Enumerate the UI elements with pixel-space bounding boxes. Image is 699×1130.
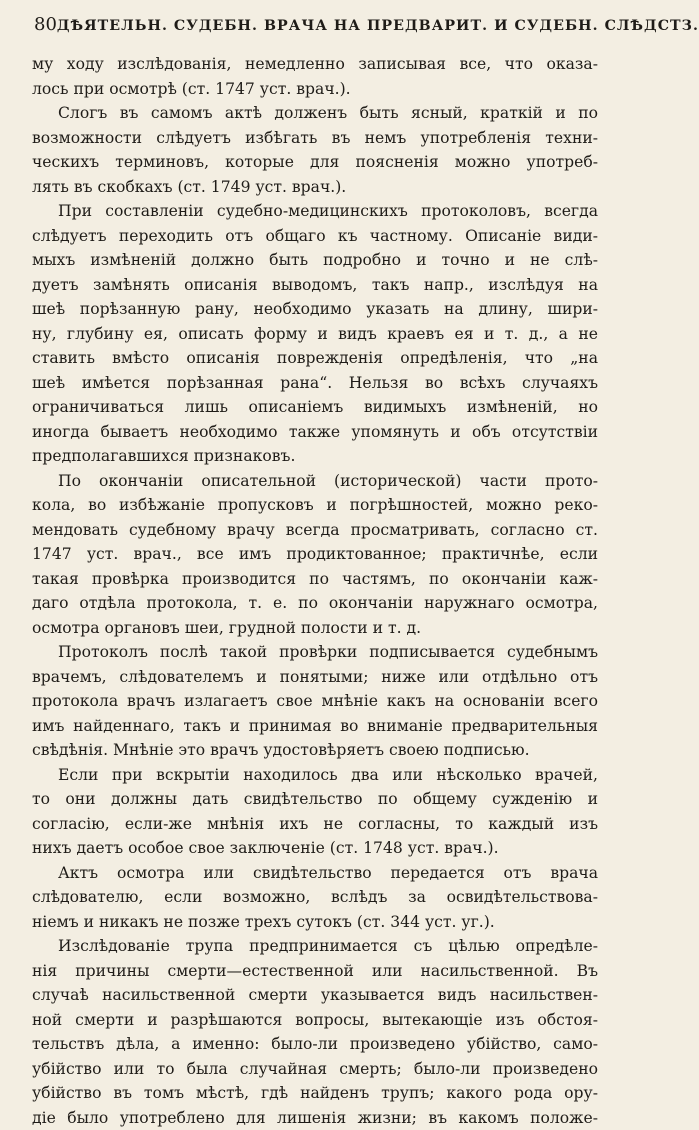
text-line: му ходу изслѣдованія, немедленно записывая все, что оказа- [32,52,598,77]
text-line: мыхъ измѣненій должно быть подробно и точно и не слѣ- [32,248,598,273]
text-line: По окончаніи описательной (исторической) части прото- [32,469,598,494]
text-line: даго отдѣла протокола, т. е. по окончаніи наружнаго осмотра, [32,591,598,616]
page-number: 80 [34,14,57,35]
text-line: ной смерти и разрѣшаются вопросы, вытекающіе изъ обстоя- [32,1008,598,1033]
text-line: 1747 уст. врач., все имъ продиктованное; практичнѣе, если [32,542,598,567]
text-line: Если при вскрытіи находилось два или нѣсколько врачей, [32,763,598,788]
text-line: Актъ осмотра или свидѣтельство передается отъ врача [32,861,598,886]
text-line: слѣдователю, если возможно, вслѣдъ за освидѣтельствова- [32,885,598,910]
text-line: нія причины смерти—естественной или насильственной. Въ [32,959,598,984]
text-line: врачемъ, слѣдователемъ и понятыми; ниже или отдѣльно отъ [32,665,598,690]
text-line: свѣдѣнія. Мнѣніе это врачъ удостовѣряетъ своею подписью. [32,738,598,763]
text-line: иногда бываетъ необходимо также упомянуть и объ отсутствіи [32,420,598,445]
text-line: случаѣ насильственной смерти указывается видъ насильствен- [32,983,598,1008]
text-line: согласію, если-же мнѣнія ихъ не согласны, то каждый изъ [32,812,598,837]
text-line: имъ найденнаго, такъ и принимая во вниманіе предварительныя [32,714,598,739]
text-line: дуетъ замѣнять описанія выводомъ, такъ напр., изслѣдуя на [32,273,598,298]
text-line: осмотра органовъ шеи, грудной полости и т. д. [32,616,598,641]
text-line: нихъ даетъ особое свое заключеніе (ст. 1748 уст. врач.). [32,836,598,861]
text-line: такая провѣрка производится по частямъ, по окончаніи каж- [32,567,598,592]
text-line: Изслѣдованіе трупа предпринимается съ цѣлью опредѣле- [32,934,598,959]
text-line: то они должны дать свидѣтельство по общему сужденію и [32,787,598,812]
page-header [34,14,594,38]
text-line: Слогъ въ самомъ актѣ долженъ быть ясный, краткій и по [32,101,598,126]
text-line: ніемъ и никакъ не позже трехъ сутокъ (ст. 344 уст. уг.). [32,910,598,935]
text-line: ну, глубину ея, описать форму и видъ краевъ ея и т. д., а не [32,322,598,347]
body-text [32,52,598,1130]
text-line: возможности слѣдуетъ избѣгать въ немъ употребленія техни- [32,126,598,151]
text-line: шеѣ порѣзанную рану, необходимо указать на длину, шири- [32,297,598,322]
text-line: убійство въ томъ мѣстѣ, гдѣ найденъ трупъ; какого рода ору- [32,1081,598,1106]
running-head: ДѢЯТЕЛЬН. СУДЕБН. ВРАЧА НА ПРЕДВАРИТ. И СУДЕБН. СЛѢДСТЗ. [57,18,699,34]
text-line: предполагавшихся признаковъ. [32,444,598,469]
text-line: убійство или то была случайная смерть; было-ли произведено [32,1057,598,1082]
text-line: слѣдуетъ переходить отъ общаго къ частному. Описаніе види- [32,224,598,249]
text-line: протокола врачъ излагаетъ свое мнѣніе какъ на основаніи всего [32,689,598,714]
text-line: тельствъ дѣла, а именно: было-ли произведено убійство, само- [32,1032,598,1057]
text-line: мендовать судебному врачу всегда просматривать, согласно ст. [32,518,598,543]
text-line: шеѣ имѣется порѣзанная рана“. Нельзя во всѣхъ случаяхъ [32,371,598,396]
text-line: ограничиваться лишь описаніемъ видимыхъ измѣненій, но [32,395,598,420]
text-line: ческихъ терминовъ, которые для поясненія можно употреб- [32,150,598,175]
text-line: кола, во избѣжаніе пропусковъ и погрѣшностей, можно реко- [32,493,598,518]
text-line: лять въ скобкахъ (ст. 1749 уст. врач.). [32,175,598,200]
text-line: ставить вмѣсто описанія поврежденія опредѣленія, что „на [32,346,598,371]
text-line: Протоколъ послѣ такой провѣрки подписывается судебнымъ [32,640,598,665]
text-line: діе было употреблено для лишенія жизни; въ какомъ положе- [32,1106,598,1130]
text-line: При составленіи судебно-медицинскихъ протоколовъ, всегда [32,199,598,224]
text-line: лось при осмотрѣ (ст. 1747 уст. врач.). [32,77,598,102]
